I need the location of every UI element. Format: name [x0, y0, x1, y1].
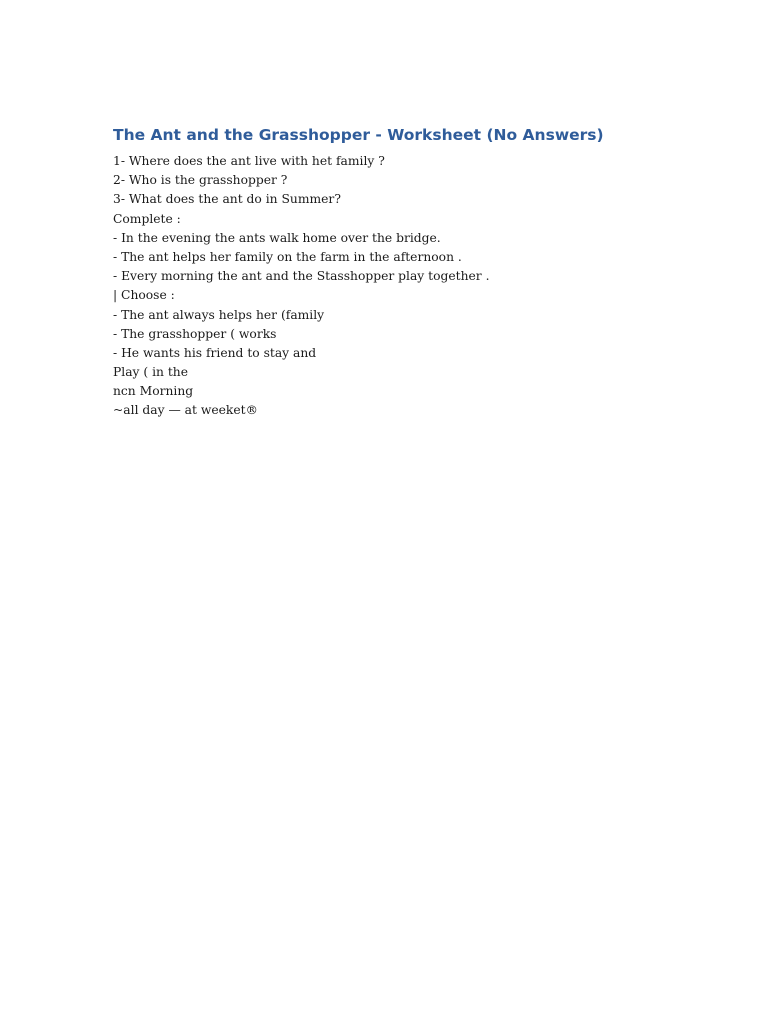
- complete-item-1: - In the evening the ants walk home over the bridge.: [113, 230, 441, 245]
- choose-item-2: - The grasshopper ( works: [113, 326, 277, 341]
- question-1: 1- Where does the ant live with het family ?: [113, 154, 385, 168]
- choose-item-6: ~all day — at weeket®: [113, 403, 258, 418]
- choose-item-1: - The ant always helps her (family: [113, 307, 325, 322]
- choose-heading: | Choose :: [113, 288, 175, 303]
- worksheet-content: [113, 124, 733, 421]
- choose-item-5: ncn Morning: [113, 384, 194, 399]
- complete-item-3: - Every morning the ant and the Stasshopper play together .: [113, 269, 490, 284]
- choose-item-4: Play ( in the: [113, 365, 189, 380]
- worksheet-lines: [113, 152, 733, 421]
- worksheet-title: The Ant and the Grasshopper - Worksheet (No Answers): [113, 126, 604, 144]
- complete-heading: Complete :: [113, 211, 181, 226]
- choose-item-3: - He wants his friend to stay and: [113, 345, 317, 360]
- question-2: 2- Who is the grasshopper ?: [113, 173, 288, 188]
- question-3: 3- What does the ant do in Summer?: [113, 192, 341, 207]
- complete-item-2: - The ant helps her family on the farm in the afternoon .: [113, 249, 462, 264]
